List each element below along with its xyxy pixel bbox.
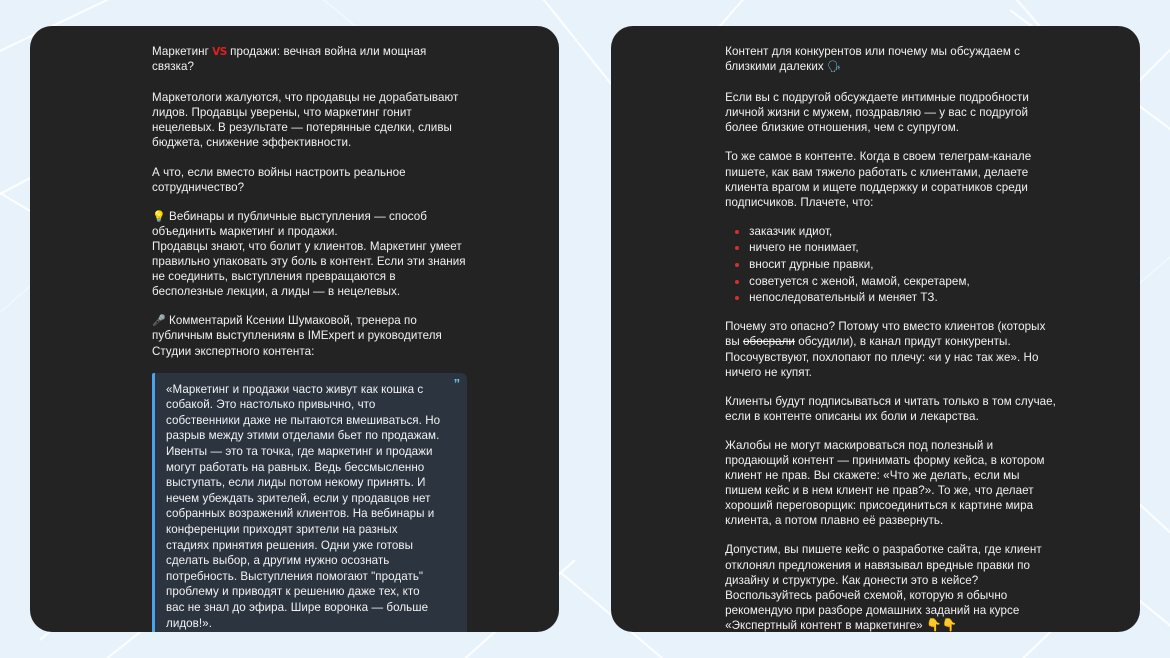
left-heading-part2: продажи: вечная война или мощная связка? (152, 45, 427, 74)
expert-quote-text: «Маркетинг и продажи часто живут как кошка с собакой. Это настолько привычно, что собственники даже не пытаются вмешиваться. Но разрыв между этими отделами бьет по продажам. Ивенты — это та точка, где маркетинг и продажи могут работать на равных. Ведь бессмысленно выступать, если лиды потом некому принять. И нечем убеждать зрителей, если у продавцов нет собранных возражений клиентов. На вебинары и конференции приходят зрители на разных стадиях принятия решения. Одни уже готовы сделать выбор, а другим нужно осознать потребность. Выступления помогают "продать" проблему и приводят к решению даже тех, кто вас не знал до эфира. Шире воронка — больше лидов!». (166, 382, 441, 630)
left-paragraph-5 (152, 313, 467, 358)
post-card-left (30, 26, 559, 632)
struck-word: обосрали (743, 335, 795, 349)
right-paragraph-2: То же самое в контенте. Когда в своем телеграм-канале пишете, как вам тяжело работать с клиентами, делаете клиента врагом и ищете поддержку и соратников среди подписчиков. Плачете, что: (725, 150, 1032, 209)
left-paragraph-2: А что, если вместо войны настроить реальное сотрудничество? (152, 165, 406, 194)
list-item: советуется с женой, мамой, секретарем, (735, 274, 1058, 289)
left-paragraph-4: Продавцы знают, что болит у клиентов. Маркетинг умеет правильно упаковать эту боль в контент. Если эти знания не соединить, выступления превращаются в бесполезные лекции, а лиды — в нецелевых. (152, 239, 466, 299)
left-paragraph-3 (152, 209, 467, 239)
right-paragraph-4: Клиенты будут подписываться и читать только в том случае, если в контенте описаны их боли и лекарства. (725, 394, 1056, 423)
post-body-right (725, 44, 1058, 632)
left-paragraph-1: Маркетологи жалуются, что продавцы не дорабатывают лидов. Продавцы уверены, что маркетинг гонит нецелевых. В результате — потерянные сделки, сливы бюджета, снижение эффективности. (152, 91, 459, 150)
right-paragraph-3-a: Почему это опасно? Потому что вместо клиентов (которых вы (725, 320, 1046, 349)
left-heading (152, 44, 467, 74)
left-paragraph-5-text: Комментарий Ксении Шумаковой, тренера по публичным выступлениям в IMExpert и руководителя Студии экспертного контента: (152, 314, 442, 358)
speaking-head-icon: 🗣 (827, 60, 842, 74)
left-paragraph-3-text: Вебинары и публичные выступления — способ объединить маркетинг и продажи. (152, 209, 427, 238)
right-paragraph-7 (725, 588, 1058, 632)
post-body-left (152, 44, 467, 632)
post-card-right (611, 26, 1140, 632)
list-item: заказчик идиот, (735, 224, 1058, 239)
right-paragraph-6: Допустим, вы пишете кейс о разработке сайта, где клиент отклонял предложения и навязывал вредные правки по дизайну и структуре. Как донести это в кейсе? (725, 543, 1042, 587)
list-item: непоследовательный и меняет ТЗ. (735, 290, 1058, 305)
right-paragraph-1: Если вы с подругой обсуждаете интимные подробности личной жизни с мужем, поздравляю — у вас с подругой более близкие отношения, чем с супругом. (725, 91, 1029, 135)
expert-quote-block (152, 373, 467, 632)
list-item: вносит дурные правки, (735, 257, 1058, 272)
right-paragraph-7-text: Воспользуйтесь рабочей схемой, которую я обычно рекомендую при разборе домашних заданий на курсе «Экспертный контент в маркетинге» (725, 588, 1020, 632)
lightbulb-icon: 💡 (152, 209, 166, 223)
quote-mark-icon: ” (453, 375, 460, 391)
left-heading-part1: Маркетинг (152, 45, 209, 58)
right-heading-text: Контент для конкурентов или почему мы обсуждаем с близкими далеких (725, 45, 1021, 74)
right-paragraph-3 (725, 319, 1058, 379)
versus-icon: VS (212, 46, 227, 58)
right-paragraph-3-b: обсудили), в канал придут конкуренты. Посочувствуют, похлопают по плечу: «и у нас так же». Но ничего не купят. (725, 335, 1039, 379)
down-arrow-icon: 👇👇 (925, 616, 958, 632)
right-paragraph-5: Жалобы не могут маскироваться под полезный и продающий контент — принимать форму кейса, в котором клиент не прав. Вы скажете: «Что же делать, если мы пишем кейс и в нем клиент не прав?». То же, что делает хороший переговорщик: присоединиться к картине мира клиента, а потом плавно её развернуть. (725, 438, 1045, 528)
right-heading (725, 44, 1058, 74)
complaints-list (725, 224, 1058, 305)
microphone-icon: 🎤 (152, 314, 166, 328)
list-item: ничего не понимает, (735, 240, 1058, 255)
